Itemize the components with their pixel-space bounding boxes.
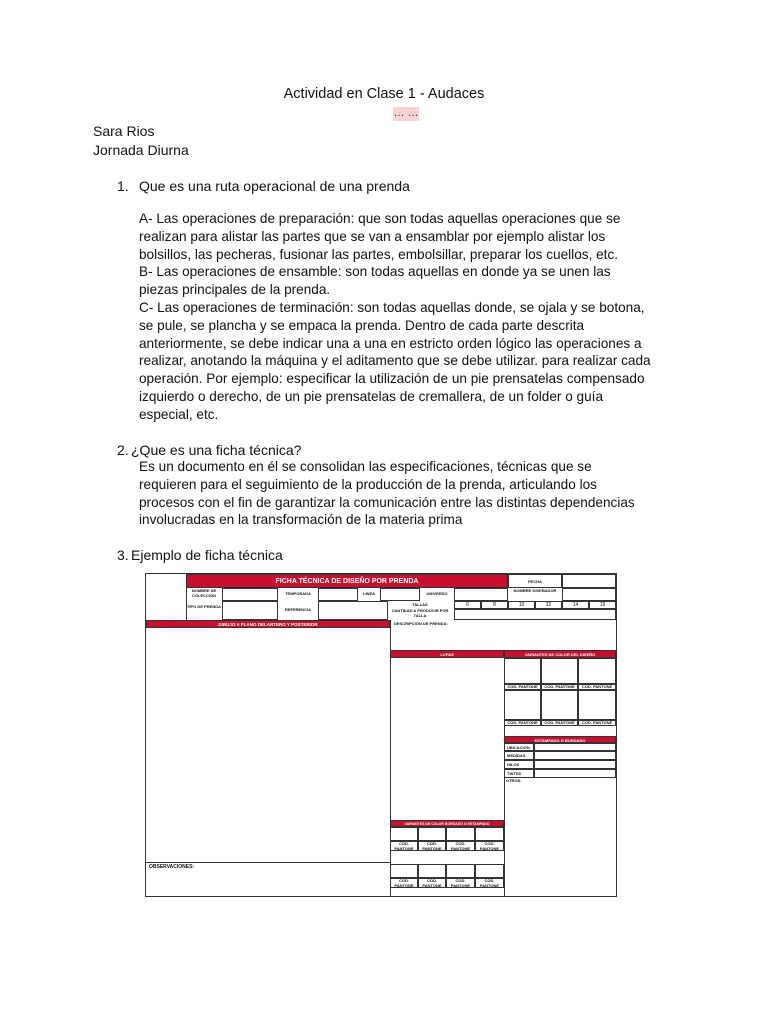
ficha-swatch xyxy=(475,864,504,878)
ficha-pantone-label: COD. PANTONE xyxy=(390,878,418,888)
comment-marker[interactable]: … … xyxy=(393,107,419,119)
ficha-medidas: MEDIDAS xyxy=(504,751,534,760)
ficha-variantes-header: VARIANTES DE COLOR DEL DISEÑO xyxy=(504,650,616,658)
ficha-divider xyxy=(390,620,391,896)
question-1-text: Que es una ruta operacional de una prenda xyxy=(139,178,410,194)
ficha-temporada-value xyxy=(318,588,358,601)
ficha-coleccion-value xyxy=(222,588,278,601)
ficha-swatch xyxy=(504,690,541,720)
ficha-pantone-label: COD. PANTONE xyxy=(446,841,475,851)
ficha-pantone-label: COD. PANTONE xyxy=(390,841,418,851)
ficha-pantone-label: COD. PANTONE xyxy=(446,878,475,888)
ficha-pantone-label: COD. PANTONE xyxy=(578,720,616,726)
answer-2: Es un documento en él se consolidan las especificaciones, técnicas que se requieren para el seguimiento de la producción de la prenda, articulando los procesos con el fin de garantizar la comunicación entre las distintas dependencias involucradas en la transformación de la materia prima xyxy=(139,459,635,528)
ficha-pantone-label: COD. PANTONE xyxy=(475,841,504,851)
ficha-swatch xyxy=(446,827,475,841)
ficha-size: 12 xyxy=(535,601,562,609)
ficha-size: 14 xyxy=(562,601,589,609)
ficha-linea-value xyxy=(380,588,420,601)
answer-1: A- Las operaciones de preparación: que son todas aquellas operaciones que se realizan para alistar las partes que se van a ensamblar por ejemplo alistar los bolsillos, las pecheras, fusionar las partes, embolsillar, preparar los cuellos, etc. B- Las operaciones de ensamble: son todas aquellas en donde ya se unen las piezas principales de la prenda. C- Las operaciones de terminación: son todas aquellas donde, se ojala y se botona, se pule, se plancha y se empaca la prenda. Dentro de cada parte descrita anteriormente, se debe indicar una a una en estricto orden lógico las operaciones a realizar, anotando la máquina y el aditamento que se debe utilizar. para realizar cada operación. Por ejemplo: especificar la utilización de un pie prensatelas compensado izquierdo o derecho, de un pie prensatelas de cremallera, de un folder o guía especial, etc. xyxy=(139,211,651,422)
ficha-pantone-label: COD. PANTONE xyxy=(418,878,446,888)
ficha-disenador-value xyxy=(562,588,616,601)
ficha-otros: OTROS: xyxy=(506,778,522,783)
ficha-ubicacion-value xyxy=(534,743,616,751)
ficha-swatch xyxy=(418,827,446,841)
question-2-text: ¿Que es una ficha técnica? xyxy=(131,442,302,458)
ficha-swatch xyxy=(541,690,578,720)
ficha-swatch xyxy=(446,864,475,878)
ficha-medidas-value xyxy=(534,751,616,760)
ficha-divider xyxy=(146,862,390,863)
ficha-referencia-value xyxy=(318,601,388,620)
ficha-tipo-value xyxy=(222,601,278,620)
ficha-hilos-value xyxy=(534,760,616,769)
ficha-tecnica-image xyxy=(145,573,617,897)
ficha-nombre-disenador: NOMBRE DISEÑADOR xyxy=(513,588,557,593)
ficha-pantone-label: COD. PANTONE xyxy=(541,684,578,690)
ficha-pantone-label: COD. PANTONE xyxy=(475,878,504,888)
author-shift: Jornada Diurna xyxy=(93,142,189,158)
ficha-swatch xyxy=(418,864,446,878)
author-block xyxy=(93,122,189,160)
ficha-variantes-bordado-header: VARIANTES DE COLOR BORDADO O ESTAMPADO xyxy=(390,820,504,827)
ficha-cantidad-row xyxy=(454,609,616,620)
ficha-swatch xyxy=(475,827,504,841)
question-1-number: 1. xyxy=(117,178,129,194)
ficha-referencia: REFERENCIA xyxy=(284,607,311,612)
ficha-size: 8 xyxy=(481,601,508,609)
ficha-dibujo-header: DIBUJO A PLANO DELANTERO Y POSTERIOR xyxy=(146,620,390,628)
ficha-swatch xyxy=(541,658,578,684)
ficha-pantone-label: COD. PANTONE xyxy=(504,720,541,726)
ficha-tintes: TINTES xyxy=(504,769,534,778)
ficha-linea: LINEA xyxy=(363,591,375,596)
ficha-pantone-label: COD. PANTONE xyxy=(541,720,578,726)
question-3-number: 3. xyxy=(117,547,129,563)
ficha-universo: UNIVERSO xyxy=(426,591,448,596)
ficha-nombre-coleccion: NOMBRE DE COLECCIÓN xyxy=(191,588,217,598)
author-name: Sara Rios xyxy=(93,123,155,139)
ficha-size: 6 xyxy=(454,601,481,609)
ficha-descripcion: DESCRIPCIÓN DE PRENDA: xyxy=(394,621,448,626)
ficha-universo-value xyxy=(454,588,508,601)
document-title: Actividad en Clase 1 - Audaces xyxy=(283,86,485,102)
ficha-fecha-value xyxy=(562,574,616,588)
ficha-observaciones: OBSERVACIONES: xyxy=(149,864,195,870)
ficha-tallas: TALLAS xyxy=(412,602,428,607)
question-2-number: 2. xyxy=(117,442,129,458)
ficha-pantone-label: COD. PANTONE xyxy=(578,684,616,690)
ficha-swatch xyxy=(390,864,418,878)
ficha-size: 16 xyxy=(589,601,616,609)
ficha-estampado-header: ESTAMPADO O BORDADO xyxy=(504,736,616,743)
ficha-title: FICHA TÉCNICA DE DISEÑO POR PRENDA xyxy=(186,574,508,588)
ficha-ubicacion: UBICACIÓN xyxy=(504,743,534,751)
ficha-hilos: HILOS xyxy=(504,760,534,769)
ficha-cantidad: CANTIDAD A PRODUCIR POR TALLA xyxy=(391,608,449,618)
ficha-swatch xyxy=(504,658,541,684)
ficha-tipo-prenda: TIPO DE PRENDA xyxy=(186,604,221,609)
ficha-swatch xyxy=(578,658,616,684)
ficha-fecha-label: FECHA xyxy=(508,574,562,588)
ficha-tintes-value xyxy=(534,769,616,778)
ficha-swatch xyxy=(390,827,418,841)
ficha-lupas-header: LUPAS xyxy=(390,650,504,658)
ficha-pantone-label: COD. PANTONE xyxy=(504,684,541,690)
ficha-temporada: TEMPORADA xyxy=(285,591,311,596)
ficha-swatch xyxy=(578,690,616,720)
question-3-text: Ejemplo de ficha técnica xyxy=(131,547,283,563)
ficha-pantone-label: COD. PANTONE xyxy=(418,841,446,851)
ficha-size: 10 xyxy=(508,601,535,609)
